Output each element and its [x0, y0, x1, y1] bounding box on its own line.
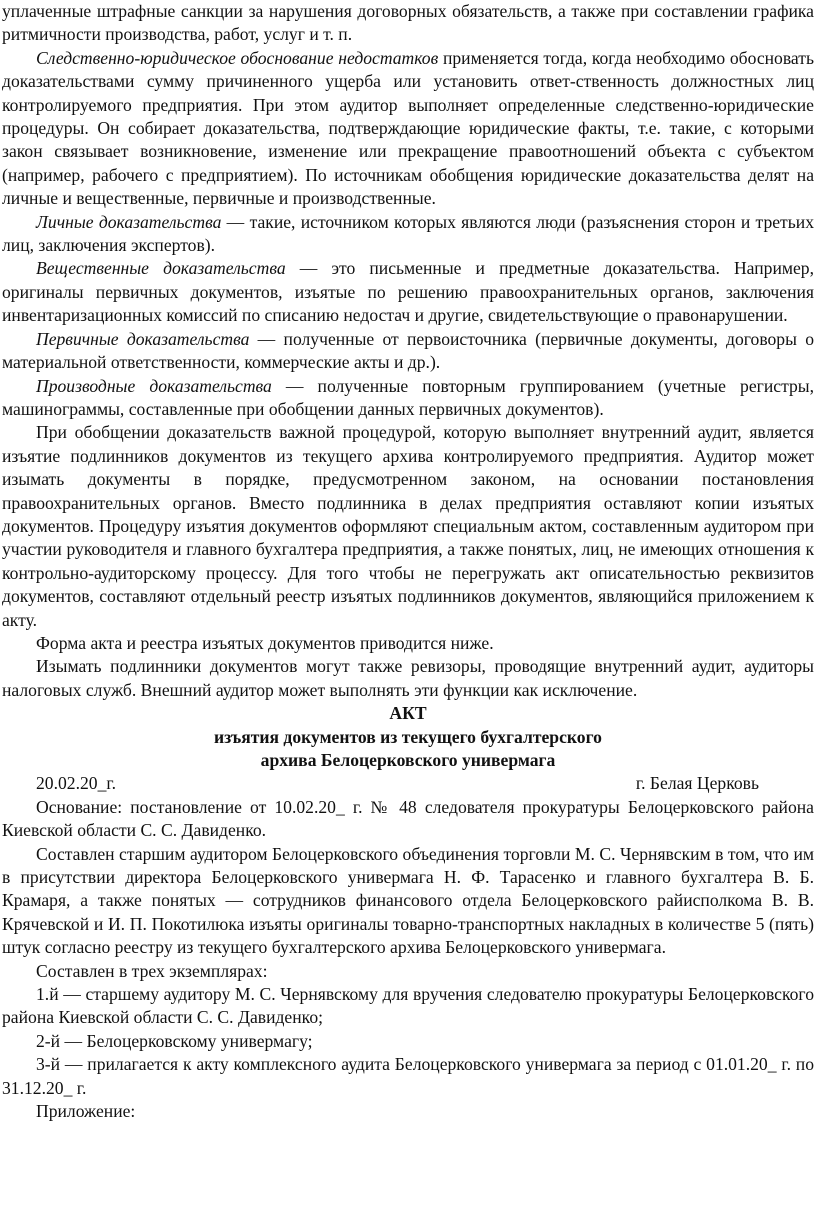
paragraph-document-seizure: При обобщении доказательств важной процедурой, которую выполняет внутренний аудит, является изъятие подлинников документов из текущего архива контролируемого предприятия. Аудитор может изымать документы в порядке, предусмотренном законом, на основании постановления правоохранительных органов. Вместо подлинника в делах предприятия оставляют копии изъятых документов. Процедуру изъятия документов оформляют специальным актом, составленным аудитором при участии руководителя и главного бухгалтера предприятия, а также понятых, лиц, не имеющих отношения к контрольно-аудиторскому процессу. Для того чтобы не перегружать акт описательностью реквизитов документов, составляют отдельный реестр изъятых подлинников документов, являющийся приложением к акту. — [2, 422, 814, 630]
paragraph-form-intro: Форма акта и реестра изъятых документов приводится ниже. — [36, 632, 494, 653]
paragraph-primary-evidence — [2, 328, 814, 375]
act-date-line — [2, 772, 814, 795]
term-primary-evidence: Первичные доказательства — [36, 328, 250, 349]
paragraph-inspectors: Изымать подлинники документов могут также ревизоры, проводящие внутренний аудит, аудиторы налоговых служб. Внешний аудитор может выполнять эти функции как исключение. — [2, 656, 814, 700]
text-legal-justification: применяется тогда, когда необходимо обосновать доказательствами сумму причиненного ущерба или установить ответ-ственность должностных лиц контролируемого предприятия. При этом аудитор выполняет определенные следственно-юридические процедуры. Он собирает доказательства, подтверждающие юридические факты, т.е. такие, с которыми закон связывает возникновение, изменение или прекращение правоотношений объекта с субъектом (например, рабочего с предприятием). По источникам обобщения юридические доказательства делят на личные и вещественные, первичные и производственные. — [2, 47, 814, 209]
paragraph-legal-justification — [2, 47, 814, 211]
act-place: г. Белая Церковь — [635, 773, 759, 794]
act-title: АКТ — [389, 703, 427, 724]
act-subtitle-line1: изъятия документов из текущего бухгалтерского — [214, 726, 602, 747]
text-material-evidence: — это письменные и предметные доказательства. Например, оригиналы первичных документов, изъятые по решению правоохранительных органов, заключения инвентаризационных комиссий по списанию недостач и другие, свидетельствующие о правонарушении. — [2, 258, 815, 326]
term-material-evidence: Вещественные доказательства — [36, 258, 286, 279]
paragraph-continuation: уплаченные штрафные санкции за нарушения договорных обязательств, а также при составлении графика ритмичности производства, работ, услуг и т. п. — [2, 1, 814, 45]
paragraph-material-evidence — [2, 257, 814, 327]
paragraph-personal-evidence — [2, 211, 814, 258]
act-copies-intro: Составлен в трех экземплярах: — [36, 960, 268, 981]
term-legal-justification: Следственно-юридическое обоснование недостатков — [36, 47, 439, 68]
text-personal-evidence: — такие, источником которых являются люди (разъяснения сторон и третьих лиц, заключения экспертов). — [2, 211, 814, 256]
text-derived-evidence: — полученные повторным группированием (учетные регистры, машинограммы, составленные при обобщении данных первичных документов). — [2, 375, 814, 419]
act-basis: Основание: постановление от 10.02.20_ г. № 48 следователя прокуратуры Белоцерковского района Киевской области С. С. Давиденко. — [2, 796, 814, 841]
act-composed: Составлен старшим аудитором Белоцерковского объединения торговли М. С. Чернявским в том, что им в присутствии директора Белоцерковского универмага Н. Ф. Тарасенко и главного бухгалтера В. Б. Крамаря, а также понятых — сотрудников финансового отдела Белоцерковского райисполкома В. В. Крячевской и И. П. Покотилюка изъяты оригиналы товарно-транспортных накладных в количестве 5 (пять) штук согласно реестру из текущего бухгалтерского архива Белоцерковского универмага. — [2, 843, 814, 958]
term-personal-evidence: Личные доказательства — [36, 211, 222, 232]
paragraph-derived-evidence — [2, 375, 814, 422]
act-attachment: Приложение: — [36, 1101, 136, 1122]
act-date: 20.02.20_г. — [36, 773, 117, 794]
act-copy-3: 3-й — прилагается к акту комплексного аудита Белоцерковского универмага за период с 01.01.20_ г. по 31.12.20_ г. — [2, 1054, 814, 1098]
act-subtitle-line2: архива Белоцерковского универмага — [260, 750, 556, 770]
act-copy-1: 1.й — старшему аудитору М. С. Чернявскому для вручения следователю прокуратуры Белоцерковского района Киевской области С. С. Давиденко; — [2, 984, 814, 1028]
act-copy-2: 2-й — Белоцерковскому универмагу; — [36, 1030, 313, 1051]
text-primary-evidence: — полученные от первоисточника (первичные документы, договоры о материальной ответственности, коммерческие акты и др.). — [2, 328, 814, 373]
term-derived-evidence: Производные доказательства — [36, 375, 272, 396]
